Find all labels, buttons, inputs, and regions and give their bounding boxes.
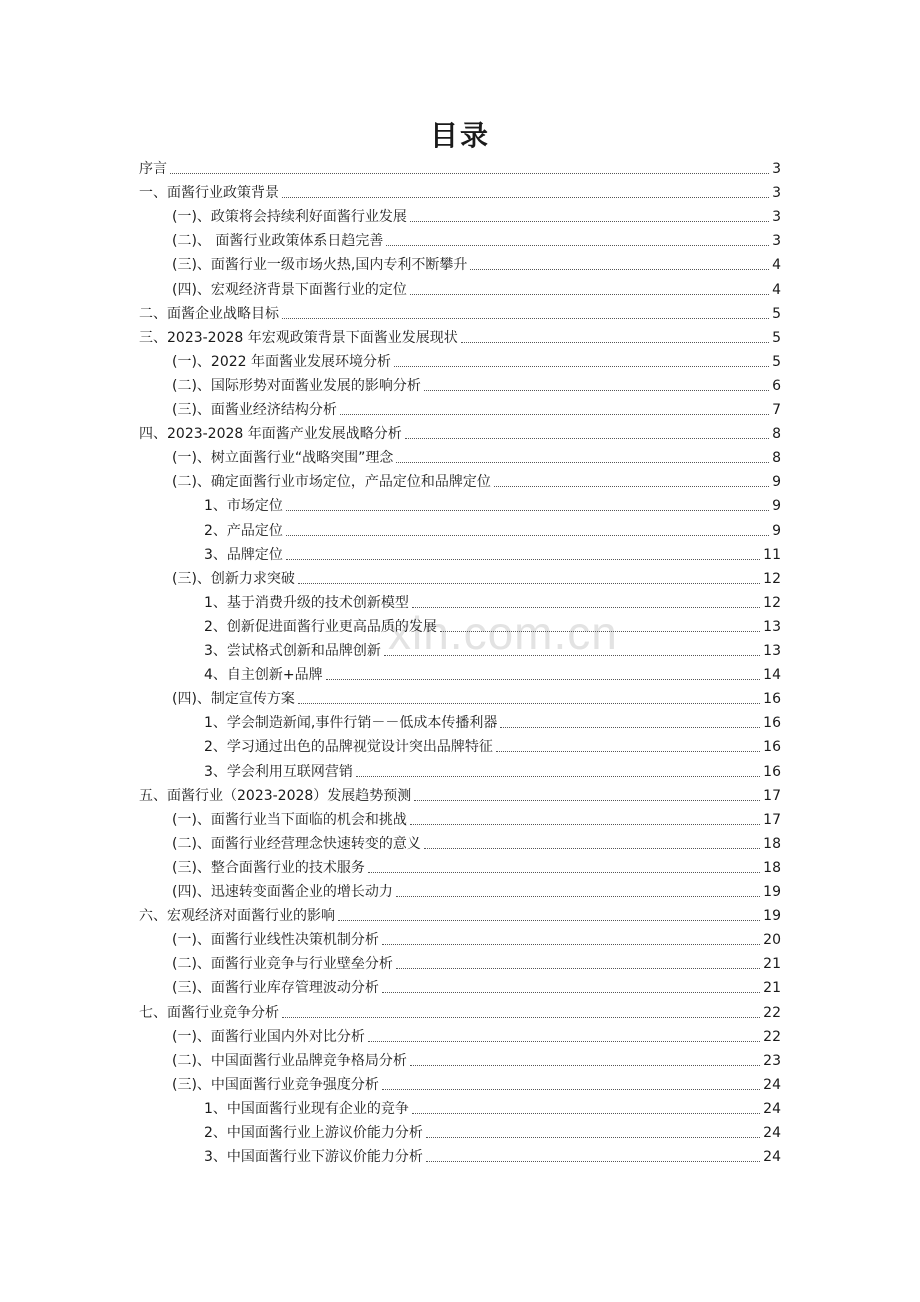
toc-entry[interactable] — [172, 857, 781, 877]
dot-leader — [338, 919, 760, 921]
toc-entry-label: (一)、面酱行业线性决策机制分析 — [172, 932, 379, 949]
toc-entry-page-number: 23 — [763, 1052, 781, 1069]
dot-leader — [368, 1040, 760, 1042]
toc-entry-label: 2、产品定位 — [204, 522, 283, 539]
toc-entry-label: (二)、 面酱行业政策体系日趋完善 — [172, 233, 384, 250]
dot-leader — [356, 775, 760, 777]
toc-entry[interactable] — [172, 279, 781, 299]
toc-entry-label: 3、中国面酱行业下游议价能力分析 — [204, 1149, 423, 1166]
dot-leader — [340, 413, 769, 415]
toc-entry-page-number: 13 — [763, 618, 781, 635]
toc-entry[interactable] — [204, 616, 781, 636]
toc-entry-page-number: 20 — [763, 932, 781, 949]
toc-entry-page-number: 16 — [763, 691, 781, 708]
toc-entry-label: (三)、整合面酱行业的技术服务 — [172, 859, 365, 876]
toc-entry-page-number: 19 — [763, 908, 781, 925]
dot-leader — [396, 895, 760, 897]
toc-entry-page-number: 21 — [763, 956, 781, 973]
dot-leader — [410, 293, 769, 295]
toc-entry-label: (一)、树立面酱行业“战略突围”理念 — [172, 450, 394, 467]
toc-entry-page-number: 16 — [763, 739, 781, 756]
dot-leader — [384, 654, 760, 656]
toc-entry-page-number: 22 — [763, 1004, 781, 1021]
toc-entry-page-number: 5 — [772, 329, 781, 346]
toc-entry-label: (三)、中国面酱行业竞争强度分析 — [172, 1076, 379, 1093]
toc-entry-page-number: 8 — [772, 426, 781, 443]
toc-entry-page-number: 22 — [763, 1028, 781, 1045]
dot-leader — [410, 823, 760, 825]
toc-entry-label: (四)、制定宣传方案 — [172, 691, 295, 708]
toc-entry[interactable] — [139, 182, 781, 202]
toc-entry-label: 1、学会制造新闻,事件行销－－低成本传播利器 — [204, 715, 498, 732]
toc-entry[interactable] — [172, 230, 781, 250]
dot-leader — [386, 244, 769, 246]
dot-leader — [298, 702, 760, 704]
toc-entry-page-number: 11 — [763, 546, 781, 563]
toc-entry-label: (二)、面酱行业经营理念快速转变的意义 — [172, 835, 421, 852]
toc-entry-label: 三、2023-2028 年宏观政策背景下面酱业发展现状 — [139, 329, 458, 346]
toc-entry-page-number: 3 — [772, 161, 781, 177]
toc-entry-label: 3、学会利用互联网营销 — [204, 763, 353, 780]
toc-entry-page-number: 7 — [772, 402, 781, 418]
toc-entry[interactable] — [172, 254, 781, 274]
toc-entry-page-number: 9 — [772, 498, 781, 515]
toc-entry[interactable] — [204, 640, 781, 660]
toc-entry-page-number: 8 — [772, 450, 781, 467]
toc-entry-label: 六、宏观经济对面酱行业的影响 — [139, 908, 335, 925]
toc-entry-label: 五、面酱行业（2023-2028）发展趋势预测 — [139, 787, 412, 804]
toc-entry[interactable] — [139, 785, 781, 805]
toc-entry[interactable] — [204, 495, 781, 515]
toc-entry[interactable] — [172, 688, 781, 708]
toc-entry-page-number: 24 — [763, 1076, 781, 1093]
toc-entry[interactable] — [139, 303, 781, 323]
dot-leader — [412, 1112, 760, 1114]
toc-entry[interactable] — [172, 833, 781, 853]
toc-entry[interactable] — [172, 447, 781, 467]
toc-entry-label: (三)、创新力求突破 — [172, 570, 295, 587]
dot-leader — [494, 485, 769, 487]
toc-entry[interactable] — [139, 423, 781, 443]
toc-entry-page-number: 24 — [763, 1149, 781, 1166]
toc-entry-page-number: 18 — [763, 835, 781, 852]
toc-entry-page-number: 14 — [763, 667, 781, 684]
toc-entry[interactable] — [139, 158, 781, 178]
toc-entry-page-number: 24 — [763, 1125, 781, 1141]
dot-leader — [282, 317, 769, 319]
toc-entry[interactable] — [172, 351, 781, 371]
dot-leader — [410, 1064, 760, 1066]
toc-entry[interactable] — [204, 761, 781, 781]
toc-entry-page-number: 21 — [763, 980, 781, 997]
dot-leader — [424, 847, 760, 849]
toc-entry-page-number: 9 — [772, 474, 781, 491]
toc-entry-label: 2、创新促进面酱行业更高品质的发展 — [204, 618, 437, 635]
dot-leader — [426, 1136, 760, 1138]
toc-entry-label: 3、尝试格式创新和品牌创新 — [204, 643, 381, 659]
toc-entry-label: (二)、国际形势对面酱业发展的影响分析 — [172, 377, 421, 394]
dot-leader — [410, 220, 769, 222]
toc-entry[interactable] — [172, 881, 781, 901]
toc-entry-label: 一、面酱行业政策背景 — [139, 185, 279, 202]
toc-entry[interactable] — [139, 1002, 781, 1022]
toc-entry-page-number: 19 — [763, 884, 781, 900]
toc-entry[interactable] — [204, 1146, 781, 1166]
toc-entry-label: (二)、确定面酱行业市场定位，产品定位和品牌定位 — [172, 474, 491, 491]
toc-entry-page-number: 9 — [772, 522, 781, 539]
dot-leader — [286, 558, 760, 560]
dot-leader — [470, 268, 769, 270]
toc-entry[interactable] — [172, 977, 781, 997]
toc-entry[interactable] — [172, 1074, 781, 1094]
dot-leader — [496, 750, 760, 752]
toc-entry[interactable] — [172, 953, 781, 973]
toc-entry[interactable] — [172, 809, 781, 829]
toc-entry-page-number: 4 — [772, 257, 781, 274]
toc-entry-label: (三)、面酱行业一级市场火热,国内专利不断攀升 — [172, 257, 468, 274]
toc-entry-label: (四)、迅速转变面酱企业的增长动力 — [172, 884, 393, 900]
toc-entry-page-number: 4 — [772, 281, 781, 298]
toc-entry-page-number: 3 — [772, 185, 781, 202]
toc-entry[interactable] — [204, 592, 781, 612]
toc-entry-label: (一)、2022 年面酱业发展环境分析 — [172, 353, 392, 370]
toc-entry-label: 1、市场定位 — [204, 498, 283, 515]
toc-entry-page-number: 18 — [763, 859, 781, 876]
dot-leader — [282, 1016, 760, 1018]
toc-entry-page-number: 17 — [763, 787, 781, 804]
toc-entry-label: (一)、面酱行业当下面临的机会和挑战 — [172, 811, 407, 828]
toc-entry[interactable] — [139, 905, 781, 925]
toc-entry-page-number: 24 — [763, 1100, 781, 1117]
toc-entry-page-number: 3 — [772, 209, 781, 226]
toc-entry-label: 1、中国面酱行业现有企业的竞争 — [204, 1100, 409, 1117]
toc-entry-page-number: 13 — [763, 643, 781, 659]
toc-entry[interactable] — [204, 664, 781, 684]
dot-leader — [298, 582, 760, 584]
dot-leader — [368, 871, 760, 873]
toc-entry[interactable] — [139, 327, 781, 347]
toc-entry[interactable] — [172, 1050, 781, 1070]
dot-leader — [405, 437, 769, 439]
toc-entry[interactable] — [172, 471, 781, 491]
dot-leader — [282, 196, 769, 198]
toc-entry[interactable] — [172, 929, 781, 949]
toc-entry-page-number: 6 — [772, 377, 781, 394]
toc-entry-page-number: 16 — [763, 715, 781, 732]
toc-entry[interactable] — [172, 568, 781, 588]
dot-leader — [396, 967, 760, 969]
toc-entry-page-number: 5 — [772, 305, 781, 322]
toc-entry-label: (一)、政策将会持续利好面酱行业发展 — [172, 209, 407, 226]
toc-entry-label: 四、2023-2028 年面酱产业发展战略分析 — [139, 426, 402, 443]
toc-entry-page-number: 12 — [763, 570, 781, 587]
dot-leader — [396, 461, 769, 463]
toc-entry-label: (一)、面酱行业国内外对比分析 — [172, 1028, 365, 1045]
dot-leader — [326, 678, 761, 680]
toc-entry-label: 二、面酱企业战略目标 — [139, 305, 279, 322]
toc-entry[interactable] — [172, 206, 781, 226]
toc-entry-page-number: 16 — [763, 763, 781, 780]
dot-leader — [170, 172, 769, 174]
toc-entry-label: (二)、中国面酱行业品牌竞争格局分析 — [172, 1052, 407, 1069]
toc-entry-page-number: 3 — [772, 233, 781, 250]
toc-entry-page-number: 12 — [763, 594, 781, 611]
toc-entry[interactable] — [172, 375, 781, 395]
toc-entry-label: 七、面酱行业竞争分析 — [139, 1004, 279, 1021]
toc-entry-label: (三)、面酱业经济结构分析 — [172, 402, 337, 418]
dot-leader — [382, 1088, 760, 1090]
toc-entry[interactable] — [204, 736, 781, 756]
toc-entry-label: (三)、面酱行业库存管理波动分析 — [172, 980, 379, 997]
toc-entry-label: 1、基于消费升级的技术创新模型 — [204, 594, 409, 611]
dot-leader — [394, 365, 769, 367]
toc-entry-label: 4、自主创新+品牌 — [204, 667, 323, 684]
toc-entry-label: 序言 — [139, 161, 167, 177]
dot-leader — [286, 509, 769, 511]
toc-entry[interactable] — [204, 544, 781, 564]
toc-entry-label: 3、品牌定位 — [204, 546, 283, 563]
toc-entry[interactable] — [172, 399, 781, 419]
toc-entry[interactable] — [172, 1026, 781, 1046]
toc-entry-label: (四)、宏观经济背景下面酱行业的定位 — [172, 281, 407, 298]
dot-leader — [424, 389, 769, 391]
dot-leader — [414, 799, 760, 801]
dot-leader — [382, 991, 760, 993]
toc-entry[interactable] — [204, 520, 781, 540]
dot-leader — [426, 1160, 760, 1162]
toc-entry-label: (二)、面酱行业竞争与行业壁垒分析 — [172, 956, 393, 973]
toc-entry-label: 2、中国面酱行业上游议价能力分析 — [204, 1125, 423, 1141]
toc-entry[interactable] — [204, 1122, 781, 1142]
toc-entry[interactable] — [204, 712, 781, 732]
dot-leader — [500, 726, 760, 728]
dot-leader — [382, 943, 760, 945]
watermark: xin.com.cn — [388, 607, 618, 659]
dot-leader — [440, 630, 760, 632]
toc-entry-page-number: 17 — [763, 811, 781, 828]
dot-leader — [461, 341, 769, 343]
dot-leader — [286, 534, 769, 536]
dot-leader — [412, 606, 760, 608]
toc-entry[interactable] — [204, 1098, 781, 1118]
toc-entry-label: 2、学习通过出色的品牌视觉设计突出品牌特征 — [204, 739, 493, 756]
page-title: 目录 — [429, 119, 490, 152]
toc-entry-page-number: 5 — [772, 353, 781, 370]
